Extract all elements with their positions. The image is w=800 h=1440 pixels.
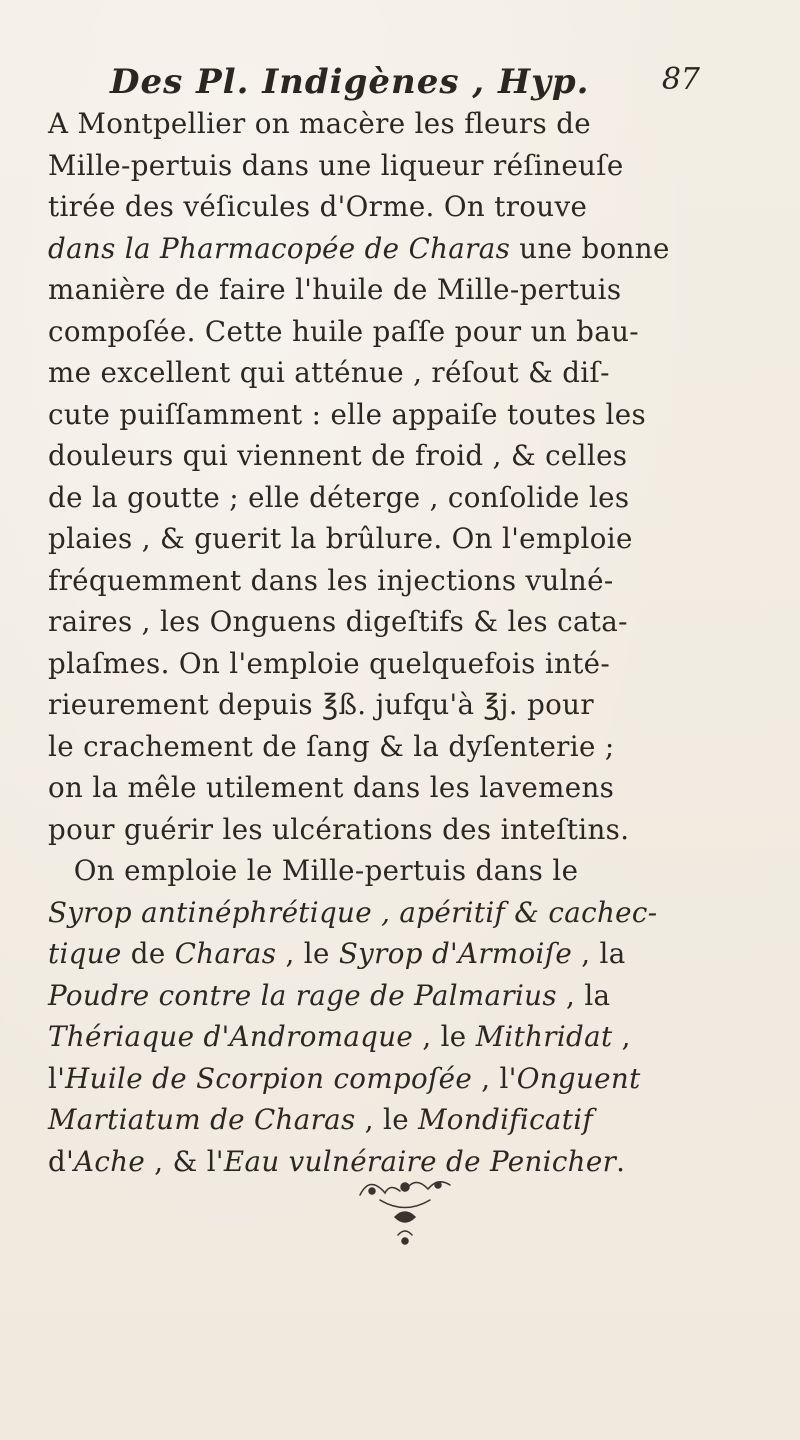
text-segment: Mille-pertuis dans une liqueur réſineuſe [48,148,624,182]
text-line [48,809,760,851]
italic-text-segment: Onguent [516,1061,641,1095]
italic-text-segment: Mithridat [475,1020,613,1053]
text-segment: douleurs qui viennent de froid , & celles [48,439,628,472]
text-segment: , le [276,937,339,970]
text-segment: plaſmes. On l'emploie quelquefois inté- [48,646,611,680]
text-segment: tirée des véſicules d'Orme. On trouve [48,190,588,223]
text-segment: de [121,937,175,970]
italic-text-segment: dans la Pharmacopée de Charas [48,231,511,265]
page-number: 87 [661,62,700,97]
text-line [48,560,760,602]
text-segment: , le [413,1020,476,1053]
text-line [48,269,760,311]
italic-text-segment: Poudre contre la rage de Palmarius [48,978,557,1012]
text-line [48,850,760,892]
text-segment: , le [355,1103,419,1136]
text-segment: , [612,1020,631,1053]
text-segment: A Montpellier on macère les fleurs de [48,107,592,140]
italic-text-segment: Charas [174,937,277,970]
italic-text-segment: tique [48,937,122,970]
italic-text-segment: Thériaque d'Andromaque [48,1020,414,1053]
italic-text-segment: Syrop antinéphrétique , apéritif & cachec- [48,895,658,929]
text-segment: d' [48,1144,75,1178]
body-text [48,103,768,1182]
text-segment: compoſée. Cette huile paſſe pour un bau- [48,314,639,348]
text-line [48,892,760,934]
text-line [48,684,760,726]
text-line [48,1058,760,1100]
text-line [48,477,760,519]
italic-text-segment: Huile de Scorpion compoſée [65,1061,473,1095]
text-line [48,726,760,768]
text-line [48,975,760,1017]
text-segment: , la [572,937,626,970]
italic-text-segment: Ache [74,1144,146,1178]
text-segment: une bonne [510,231,670,265]
italic-text-segment: Mondificatif [418,1103,594,1136]
italic-text-segment: Martiatum de Charas [48,1103,356,1136]
text-segment: , & l' [145,1144,224,1178]
text-segment: l' [48,1061,66,1095]
text-line [48,1016,760,1058]
text-segment: , la [556,978,611,1012]
italic-text-segment: Eau vulnéraire de Penicher [223,1144,617,1178]
italic-text-segment: Syrop d'Armoiſe [338,937,573,970]
text-segment: fréquemment dans les injections vulné- [48,563,614,597]
text-segment: on la mêle utilement dans les lavemens [48,771,615,804]
text-line [48,518,760,560]
text-segment: le crachement de ſang & la dyſenterie ; [48,729,615,763]
text-line [48,643,760,685]
text-segment: . [616,1144,626,1178]
text-segment: rieurement depuis ℥ß. jufqu'à ℥j. pour [48,688,594,721]
tailpiece-ornament [350,1155,460,1250]
text-line [48,1099,760,1141]
running-title: Des Pl. Indigènes , Hyp. [110,62,590,102]
page-header [110,62,700,106]
text-segment: cute puiſſamment : elle appaiſe toutes les [48,397,647,431]
text-line [48,228,760,270]
text-segment: de la goutte ; elle déterge , conſolide les [48,480,630,514]
text-segment: me excellent qui atténue , réſout & diſ- [48,356,610,389]
text-line [48,103,760,145]
text-line [48,186,760,228]
text-line [48,767,760,809]
text-segment: manière de faire l'huile de Mille-pertuis [48,273,622,306]
text-segment: , l' [472,1061,517,1095]
text-line [48,394,760,436]
text-line [48,933,760,975]
text-line [48,352,760,394]
text-line [48,435,760,477]
text-segment: On emploie le Mille-pertuis dans le [73,854,579,887]
text-line [48,311,760,353]
text-line [48,601,760,643]
text-segment: pour guérir les ulcérations des inteſtins. [48,812,630,846]
text-segment: raires , les Onguens digeſtifs & les cata- [48,605,628,638]
text-segment: plaies , & guerit la brûlure. On l'emploie [48,522,633,555]
text-line [48,145,760,187]
